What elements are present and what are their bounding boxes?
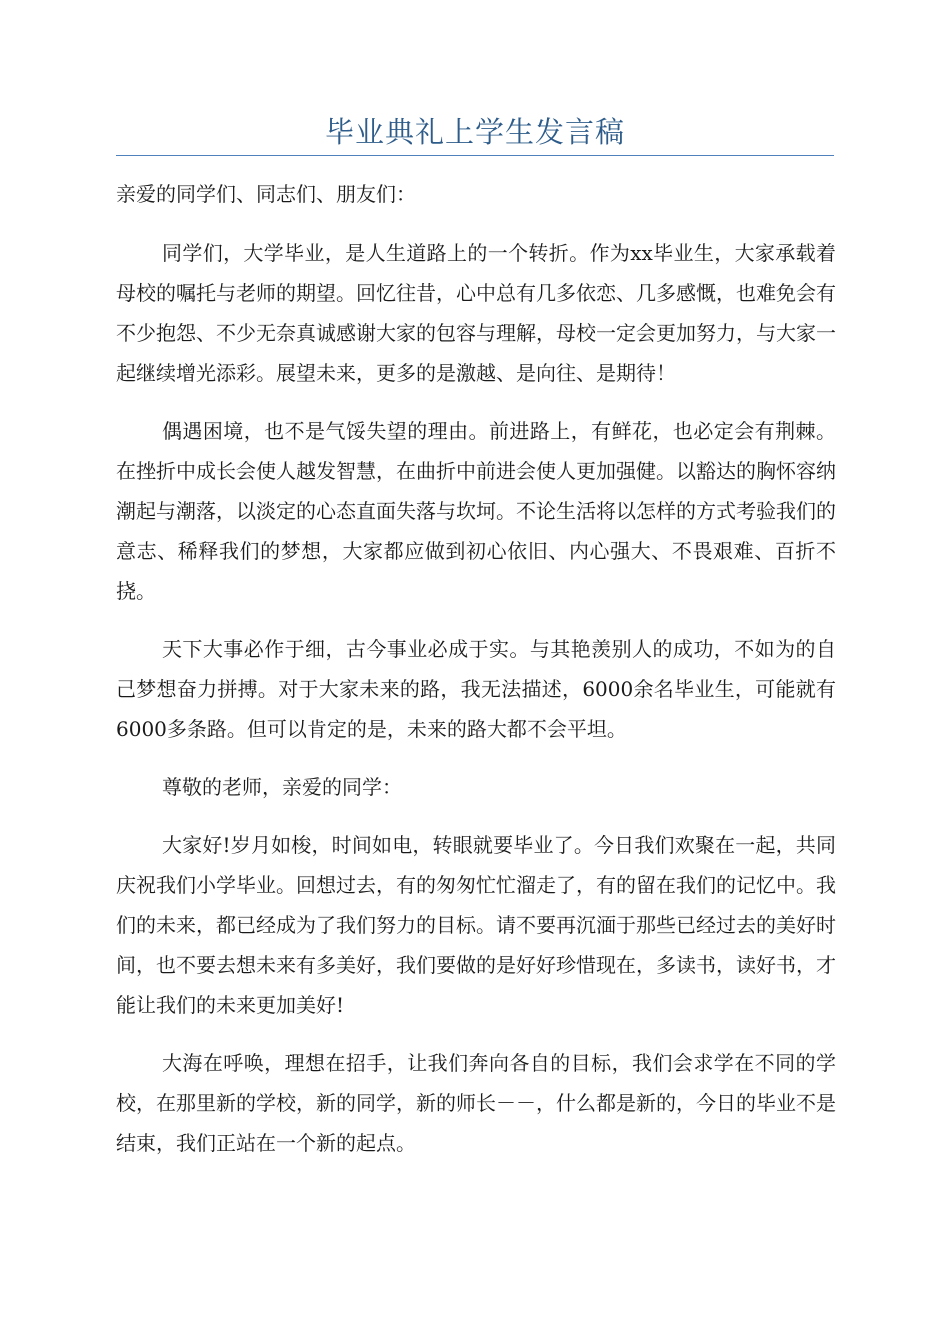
document-body [116, 174, 836, 1181]
paragraph: 大家好!岁月如梭，时间如电，转眼就要毕业了。今日我们欢聚在一起，共同庆祝我们小学毕业。回想过去，有的匆匆忙忙溜走了，有的留在我们的记忆中。我们的未来，都已经成为了我们努力的目标。请不要再沉湎于那些已经过去的美好时间，也不要去想未来有多美好，我们要做的是好好珍惜现在，多读书，读好书，才能让我们的未来更加美好! [116, 833, 836, 1017]
salutation: 亲爱的同学们、同志们、朋友们： [116, 182, 416, 206]
paragraph: 天下大事必作于细，古今事业必成于实。与其艳羡别人的成功，不如为的自己梦想奋力拼搏。对于大家未来的路，我无法描述，6000余名毕业生，可能就有6000多条路。但可以肯定的是，未来的路大都不会平坦。 [116, 637, 836, 741]
paragraph: 大海在呼唤，理想在招手，让我们奔向各自的目标，我们会求学在不同的学校，在那里新的学校，新的同学，新的师长－－，什么都是新的，今日的毕业不是结束，我们正站在一个新的起点。 [116, 1051, 836, 1155]
document-title: 毕业典礼上学生发言稿 [324, 115, 625, 149]
paragraph: 同学们，大学毕业，是人生道路上的一个转折。作为xx毕业生，大家承载着母校的嘱托与老师的期望。回忆往昔，心中总有几多依恋、几多感慨，也难免会有不少抱怨、不少无奈真诚感谢大家的包容与理解，母校一定会更加努力，与大家一起继续增光添彩。展望未来，更多的是激越、是向往、是期待！ [116, 241, 836, 385]
title-underline [116, 155, 834, 156]
paragraph-salutation: 尊敬的老师，亲爱的同学： [162, 775, 402, 799]
paragraph: 偶遇困境，也不是气馁失望的理由。前进路上，有鲜花，也必定会有荆棘。在挫折中成长会使人越发智慧，在曲折中前进会使人更加强健。以豁达的胸怀容纳潮起与潮落，以淡定的心态直面失落与坎坷。不论生活将以怎样的方式考验我们的意志、稀释我们的梦想，大家都应做到初心依旧、内心强大、不畏艰难、百折不挠。 [116, 419, 836, 603]
